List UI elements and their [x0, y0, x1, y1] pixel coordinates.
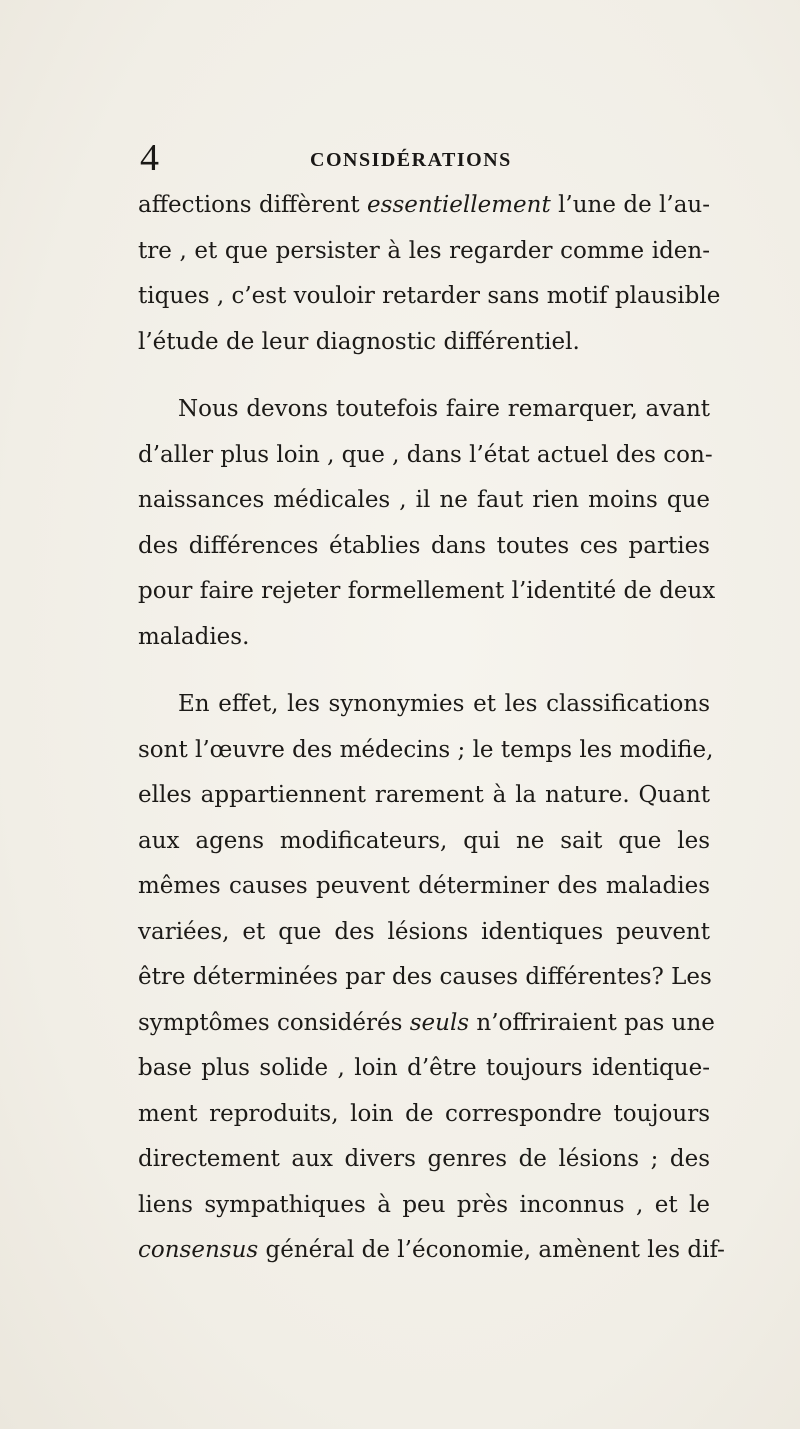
paragraph [138, 183, 721, 365]
text-line [138, 387, 710, 433]
text-segment: aux agens modificateurs, qui ne sait que les [138, 827, 710, 854]
text-segment: Nous devons toutefois faire remarquer, avant [178, 396, 710, 422]
text-segment: l’une de l’au- [550, 192, 711, 218]
text-line [138, 524, 710, 570]
text-segment: ment reproduits, loin de correspondre toujours [138, 1100, 710, 1127]
text-segment: pour faire rejeter formellement l’identité de deux [138, 578, 716, 604]
text-line [138, 819, 710, 865]
page-header [140, 138, 700, 178]
paragraph [138, 682, 725, 1274]
text-line [138, 320, 710, 366]
text-segment: général de l’économie, amènent les dif- [258, 1237, 725, 1263]
text-line [138, 728, 714, 774]
text-segment: directement aux divers genres de lésions ; des [138, 1146, 710, 1172]
running-head: CONSIDÉRATIONS [310, 149, 512, 171]
text-line [138, 433, 713, 479]
text-line [138, 615, 710, 661]
text-line [138, 910, 710, 956]
italic-text: consensus [138, 1237, 259, 1263]
text-segment: n’offriraient pas une [469, 1009, 715, 1036]
text-segment: naissances médicales , il ne faut rien moins que [138, 487, 710, 513]
text-line [138, 1001, 715, 1047]
text-line [138, 682, 710, 728]
text-segment: sont l’œuvre des médecins ; le temps les modifie, [138, 736, 714, 763]
text-segment: être déterminées par des causes différentes? Les [138, 964, 712, 990]
text-segment: elles appartiennent rarement à la nature. Quant [138, 782, 710, 808]
text-segment: liens sympathiques à peu près inconnus , et le [138, 1191, 710, 1218]
text-segment: affections diffèrent [138, 192, 368, 218]
text-line [138, 955, 710, 1001]
text-segment: symptômes considérés [138, 1009, 410, 1036]
text-segment: tre , et que persister à les regarder comme iden- [138, 237, 710, 264]
text-line [138, 569, 716, 615]
text-line [138, 1092, 710, 1138]
text-line [138, 274, 721, 320]
text-line [138, 183, 710, 229]
text-segment: d’aller plus loin , que , dans l’état actuel des con- [138, 441, 713, 468]
text-line [138, 1183, 710, 1229]
paragraph-gap [138, 365, 710, 387]
text-line [138, 478, 710, 524]
text-line [138, 1228, 725, 1274]
text-line [138, 773, 710, 819]
paragraph [138, 387, 716, 660]
text-line [138, 1046, 710, 1092]
text-line [138, 229, 710, 275]
text-line [138, 1137, 710, 1183]
paragraph-gap [138, 660, 710, 682]
text-segment: l’étude de leur diagnostic différentiel. [138, 328, 580, 355]
italic-text: seuls [409, 1009, 470, 1036]
italic-text: essentiellement [367, 192, 551, 218]
text-segment: maladies. [138, 623, 250, 650]
text-segment: En effet, les synonymies et les classifications [178, 691, 710, 717]
page-number: 4 [140, 137, 159, 179]
body-text [138, 183, 725, 1274]
text-segment: des différences établies dans toutes ces parties [138, 532, 710, 559]
text-line [138, 864, 710, 910]
text-segment: mêmes causes peuvent déterminer des maladies [138, 873, 710, 899]
text-segment: base plus solide , loin d’être toujours identique- [138, 1055, 710, 1081]
text-segment: variées, et que des lésions identiques peuvent [138, 918, 710, 945]
text-segment: tiques , c’est vouloir retarder sans motif plausible [138, 283, 721, 309]
